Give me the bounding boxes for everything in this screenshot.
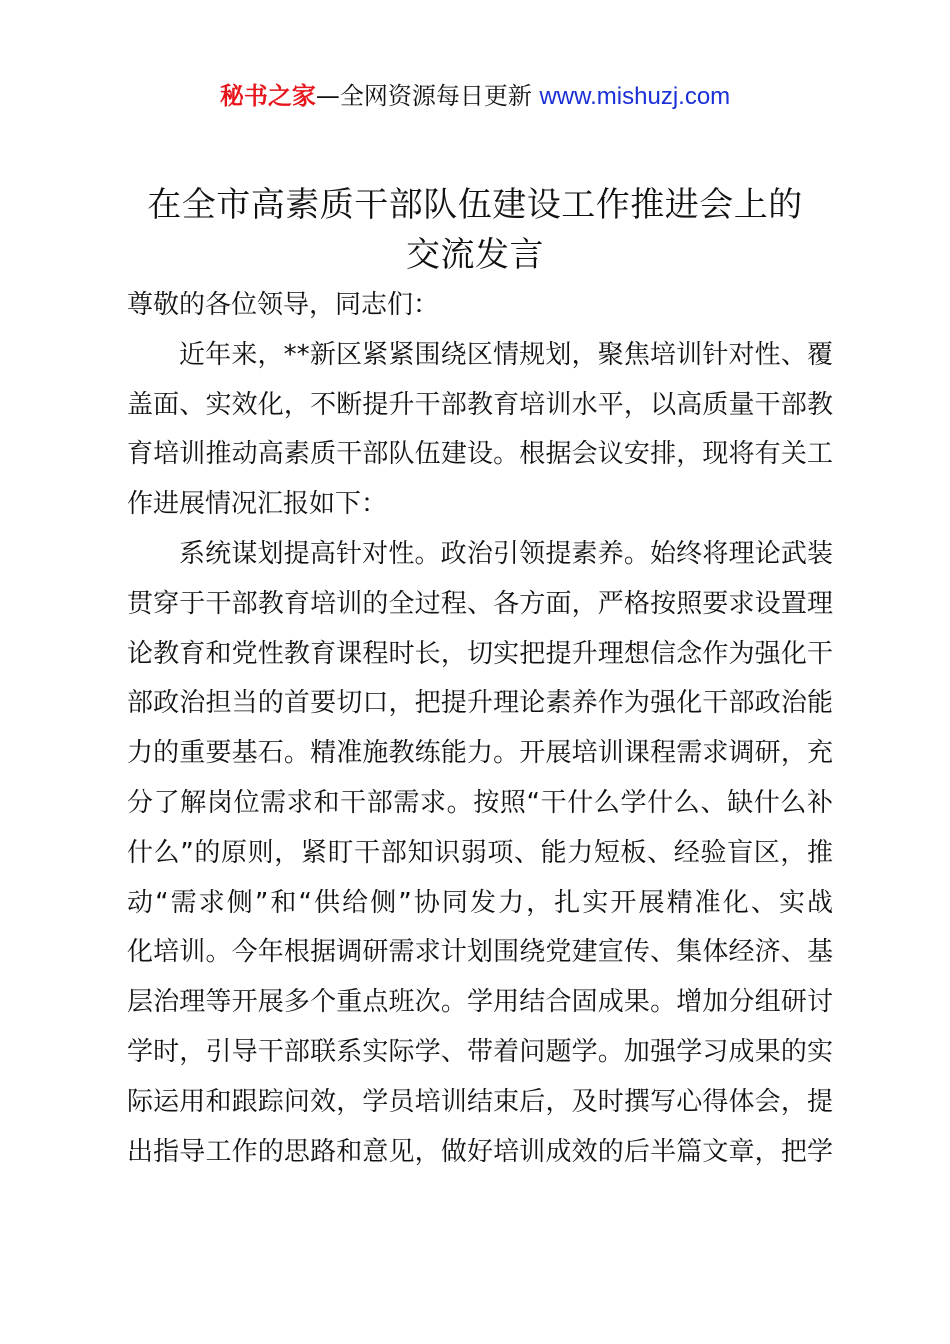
document-body (127, 281, 833, 1177)
body-line: 育培训推动高素质干部队伍建设。根据会议安排，现将有关工 (127, 439, 833, 470)
document-title (60, 180, 890, 280)
body-line: 盖面、实效化，不断提升干部教育培训水平，以高质量干部教 (127, 389, 833, 420)
body-line: 分了解岗位需求和干部需求。按照“干什么学什么、缺什么补 (127, 787, 833, 818)
body-line: 系统谋划提高针对性。政治引领提素养。始终将理论武装 (179, 538, 833, 569)
site-tagline: —全网资源每日更新 (315, 82, 532, 110)
site-name: 秘书之家 (219, 82, 316, 110)
salutation: 尊敬的各位领导，同志们： (127, 290, 440, 320)
body-line: 力的重要基石。精准施教练能力。开展培训课程需求调研，充 (127, 738, 833, 769)
document-title-line-1: 在全市高素质干部队伍建设工作推进会上的 (147, 185, 803, 225)
site-header (0, 78, 950, 115)
body-line: 部政治担当的首要切口，把提升理论素养作为强化干部政治能 (127, 688, 833, 719)
body-line: 作进展情况汇报如下： (127, 489, 388, 520)
body-line: 什么”的原则，紧盯干部知识弱项、能力短板、经验盲区，推 (127, 837, 833, 868)
body-line: 动“需求侧”和“供给侧”协同发力，扎实开展精准化、实战 (127, 887, 833, 918)
site-url-link[interactable]: www.mishuzj.com (539, 83, 731, 110)
document-title-line-2: 交流发言 (406, 235, 544, 275)
body-line: 贯穿于干部教育培训的全过程、各方面，严格按照要求设置理 (127, 588, 833, 619)
body-line: 际运用和跟踪问效，学员培训结束后，及时撰写心得体会，提 (127, 1086, 833, 1117)
body-line: 学时，引导干部联系实际学、带着问题学。加强学习成果的实 (127, 1036, 833, 1067)
body-line: 论教育和党性教育课程时长，切实把提升理想信念作为强化干 (127, 638, 833, 669)
body-line: 近年来，**新区紧紧围绕区情规划，聚焦培训针对性、覆 (179, 339, 833, 370)
body-line: 层治理等开展多个重点班次。学用结合固成果。增加分组研讨 (127, 987, 833, 1018)
body-line: 出指导工作的思路和意见，做好培训成效的后半篇文章，把学 (127, 1136, 833, 1167)
body-line: 化培训。今年根据调研需求计划围绕党建宣传、集体经济、基 (127, 937, 833, 968)
